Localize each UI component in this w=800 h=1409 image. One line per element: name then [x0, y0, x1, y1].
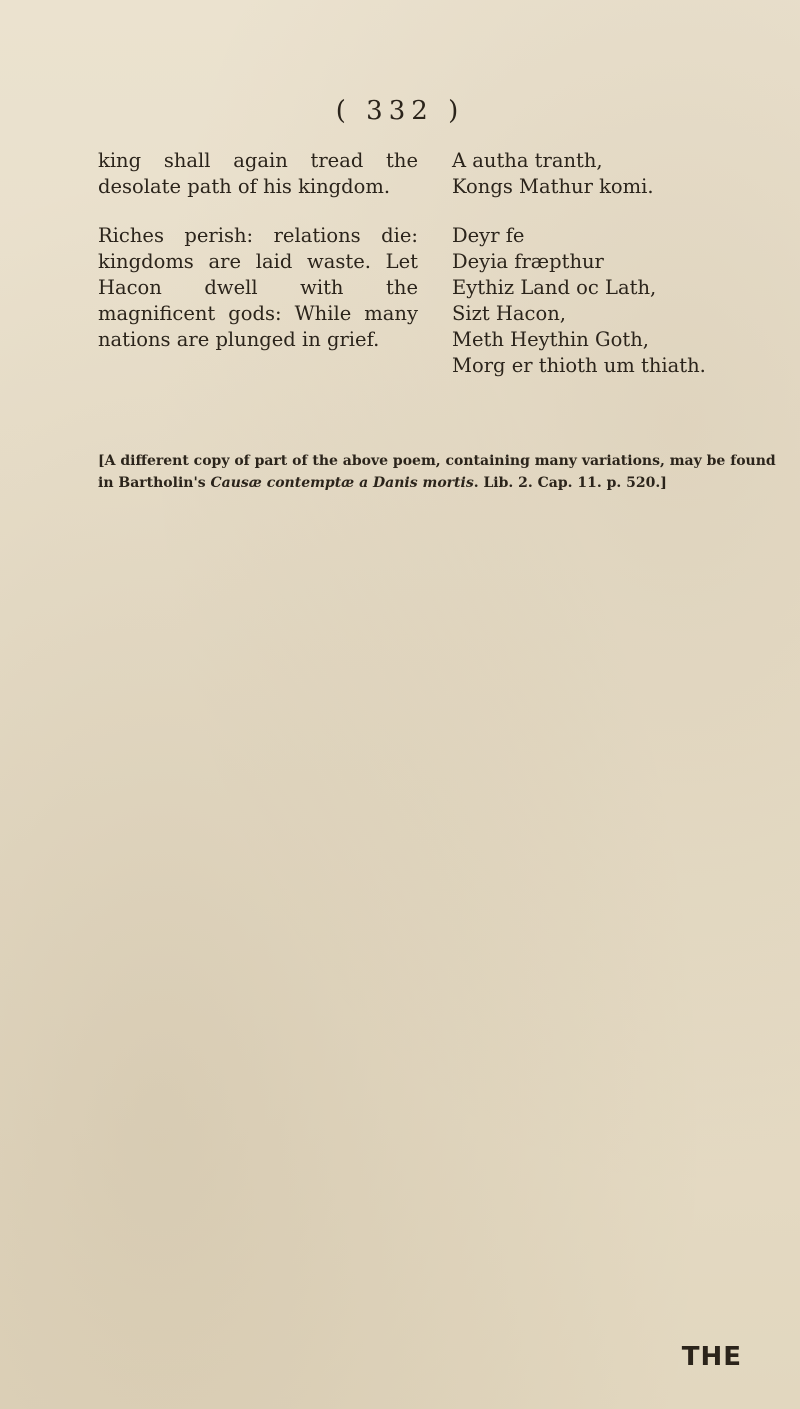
note-title-italic: Causæ contemptæ a Danis mortis [210, 475, 474, 491]
paragraph-2: Riches perish: relations die: kingdoms are laid waste. Let Hacon dwell with the magnificent gods: While many nations are plunged in grief. [98, 224, 418, 351]
verse-line: A autha tranth, [452, 149, 603, 172]
verse-line: Kongs Mathur komi. [452, 175, 654, 198]
verse-line: Meth Heythin Goth, [452, 328, 649, 351]
verse-line: Morg er thioth um thiath. [452, 354, 706, 377]
verse-line: Sizt Hacon, [452, 302, 566, 325]
verse-line: Eythiz Land oc Lath, [452, 276, 657, 299]
paragraph-1: king shall again tread the desolate path of his kingdom. [98, 149, 418, 198]
right-column-verse [452, 148, 752, 379]
stanza-gap [452, 200, 752, 223]
page-number: ( 332 ) [335, 96, 465, 126]
verse-line: Deyia fræpthur [452, 250, 604, 273]
catchword: THE [681, 1342, 742, 1372]
verse-line: Deyr fe [452, 224, 525, 247]
editorial-note [98, 450, 778, 494]
left-column-english [98, 148, 418, 353]
note-text: [A different copy of part of the above poem, containing many variations, may be found in Bartholin's [98, 453, 776, 491]
note-citation: . Lib. 2. Cap. 11. p. 520.] [473, 475, 667, 491]
